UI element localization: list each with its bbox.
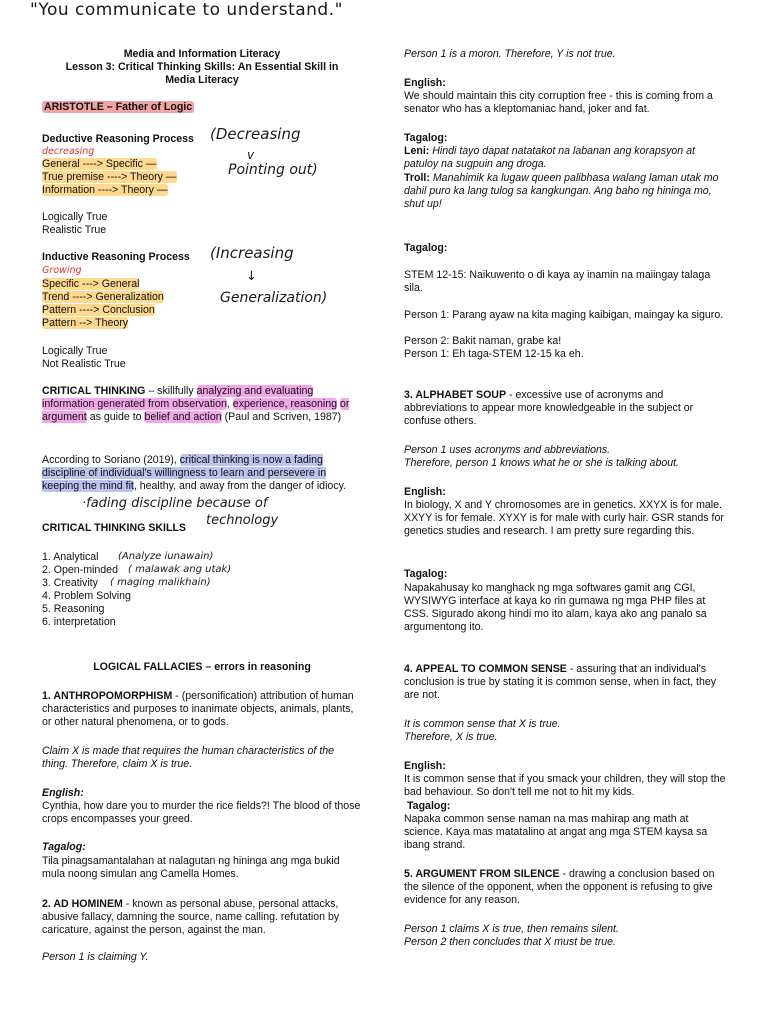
text-run: According to Soriano (2019), <box>42 454 180 466</box>
skill-item: 1. Analytical <box>42 551 99 563</box>
handwritten-quote: "You communicate to understand." <box>30 0 343 20</box>
text-run: Therefore, X is true. <box>404 731 498 743</box>
tagalog-label: Tagalog: <box>407 800 451 812</box>
fallacy-term: 1. ANTHROPOMORPHISM <box>42 690 173 702</box>
alphabet-soup-english-example: In biology, X and Y chromosomes are in genetics. XXYX is for male. XXYY is for female. XYXY is for male with curly hair. GSR stands for genetics studies and research. I am pretty sure regarding this. <box>404 499 724 537</box>
ad-hominem-claim: Person 1 is claiming Y. <box>42 951 149 963</box>
english-label: English: <box>404 486 446 498</box>
deductive-arrow-note: v <box>247 148 255 162</box>
aristotle-label: ARISTOTLE – Father of Logic <box>44 101 193 113</box>
text-run: Person 1 claims X is true, then remains silent. <box>404 923 619 935</box>
header-line-1: Media and Information Literacy <box>123 48 281 60</box>
common-sense-english-example: It is common sense that if you smack your children, they will stop the bad behaviour. So don't tell me not to hit my kids. <box>404 773 726 798</box>
text-run: - known as personal abuse, personal attacks, abusive fallacy, damning the source, name calling. refutation by caricature, against the person, against the man. <box>42 898 340 936</box>
truth-line: Logically True <box>42 211 108 223</box>
anthropomorphism-tagalog-example: Tila pinagsamantalahan at nalagutan ng hininga ang mga bukid mula noong simulan ang Camella Homes. <box>42 855 340 880</box>
skill-item: 2. Open-minded <box>42 564 118 576</box>
ad-hominem-conclusion: Person 1 is a moron. Therefore, Y is not true. <box>404 48 616 60</box>
fallacy-term: 4. APPEAL TO COMMON SENSE <box>404 663 567 675</box>
anthropomorphism-definition <box>42 690 362 729</box>
deductive-line: True premise ----> Theory — <box>42 171 177 183</box>
text-run: Person 2 then concludes that X must be true. <box>404 936 616 948</box>
inductive-line: Specific ---> General <box>42 278 140 290</box>
troll-line <box>404 172 726 211</box>
text-run: as guide to <box>86 411 145 423</box>
skills-title: CRITICAL THINKING SKILLS <box>42 522 186 534</box>
inductive-section <box>42 251 362 264</box>
english-label: English: <box>404 77 446 89</box>
text-run: Person 1 uses acronyms and abbreviations. <box>404 444 611 456</box>
highlight: analyzing and evaluating <box>196 385 314 397</box>
skill-note: (Analyze iunawain) <box>118 551 214 562</box>
text-run: – skillfully <box>145 385 197 397</box>
header-line-3: Media Literacy <box>165 74 239 86</box>
highlight: experience, reasoning <box>232 398 338 410</box>
deductive-note: decreasing <box>42 146 95 157</box>
highlight: information generated from observation <box>42 398 227 410</box>
text-run: Hindi tayo dapat natatakot na labanan ang korapsyon at patuloy na sugpuin ang droga. <box>404 145 695 170</box>
inductive-truth <box>42 345 362 371</box>
inductive-line: Pattern ----> Conclusion <box>42 304 155 316</box>
inductive-line: Trend ----> Generalization <box>42 291 164 303</box>
fallacies-title: LOGICAL FALLACIES – errors in reasoning <box>93 661 311 673</box>
critical-thinking-term: CRITICAL THINKING <box>42 385 146 397</box>
inductive-generalization-note: Generalization) <box>220 290 328 306</box>
aristotle-heading <box>42 101 362 114</box>
ad-hominem-english-example: We should maintain this city corruption free - this is coming from a senator who has a kleptomaniac hand, joker and fat. <box>404 90 713 115</box>
truth-line: Realistic True <box>42 224 107 236</box>
stem-line: STEM 12-15: Naikuwento o di kaya ay inamin na maiingay talaga sila. <box>404 269 711 294</box>
text-run: - drawing a conclusion based on the silence of the opponent, when the opponent is refusing to give evidence for any reason. <box>404 868 715 906</box>
argument-from-silence-definition <box>404 868 726 907</box>
text-run: - assuring that an individual's conclusion is true by stating it is common sense, when in fact, they are not. <box>404 663 717 701</box>
speaker-label: Leni: <box>404 145 430 157</box>
skill-item: 4. Problem Solving <box>42 590 131 602</box>
critical-thinking-definition <box>42 385 362 424</box>
deductive-line: General ----> Specific — <box>42 158 157 170</box>
tagalog-label: Tagalog: <box>42 841 86 853</box>
english-label: English: <box>404 760 446 772</box>
skill-item: 3. Creativity <box>42 577 98 589</box>
fallacy-term: 5. ARGUMENT FROM SILENCE <box>404 868 560 880</box>
deductive-title: Deductive Reasoning Process <box>42 133 194 145</box>
text-run: (Paul and Scriven, 1987) <box>221 411 342 423</box>
lesson-header <box>42 48 362 87</box>
truth-line: Not Realistic True <box>42 358 126 370</box>
leni-line <box>404 145 726 171</box>
text-run: - (personification) attribution of human characteristics and purposes to inanimate objects, animals, plants, or other natural phenomena, or to gods. <box>42 690 354 728</box>
highlight: critical thinking is now a fading discipline of individual's willingness to learn and persevere in keeping the mind fit <box>42 454 327 492</box>
soriano-handwritten-note: ·fading discipline because of <box>82 496 268 511</box>
dialog-line: Person 1: Parang ayaw na kita maging kaibigan, maingay ka siguro. <box>404 309 724 321</box>
fallacy-term: 3. ALPHABET SOUP <box>404 389 507 401</box>
english-label: English: <box>42 787 84 799</box>
text-run: Manahimik ka lugaw queen palibhasa walang laman utak mo dahil puro ka lang tulog sa kangkungan. Ang baho ng hininga mo, shut up! <box>404 172 719 210</box>
inductive-bracket-note: (Increasing <box>210 244 294 262</box>
anthropomorphism-english-example: Cynthia, how dare you to murder the rice fields?! The blood of those crops encompasses your greed. <box>42 800 361 825</box>
tagalog-label: Tagalog: <box>404 568 448 580</box>
skill-item: 6. interpretation <box>42 616 116 628</box>
dialog-line: Person 1: Eh taga-STEM 12-15 ka eh. <box>404 348 584 360</box>
deductive-pointing-note: Pointing out) <box>228 162 318 178</box>
header-line-2: Lesson 3: Critical Thinking Skills: An Essential Skill in <box>65 61 339 73</box>
alphabet-soup-definition <box>404 389 726 428</box>
deductive-truth <box>42 211 362 237</box>
inductive-arrow-note: ↓ <box>246 269 257 284</box>
skill-note: ( malawak ang utak) <box>128 564 232 575</box>
inductive-title: Inductive Reasoning Process <box>42 251 190 263</box>
deductive-bracket-note: (Decreasing <box>210 125 301 143</box>
anthropomorphism-claim: Claim X is made that requires the human characteristics of the thing. Therefore, claim X is true. <box>42 745 335 770</box>
highlight: belief and action <box>144 411 222 423</box>
alphabet-soup-claim <box>404 444 726 470</box>
fallacy-term: 2. AD HOMINEM <box>42 898 123 910</box>
inductive-note: Growing <box>42 265 82 276</box>
tagalog-label: Tagalog: <box>404 132 448 144</box>
common-sense-definition <box>404 663 726 702</box>
text-run: , healthy, and away from the danger of idiocy. <box>133 480 347 492</box>
skill-item: 5. Reasoning <box>42 603 105 615</box>
common-sense-tagalog-example: Napaka common sense naman na mas mahirap ang math at science. Kaya mas matatalino at angat ang mga STEM kaysa sa ibang strand. <box>404 813 708 851</box>
speaker-label: Troll: <box>404 172 430 184</box>
argument-from-silence-claim <box>404 923 726 949</box>
deductive-line: Information ----> Theory — <box>42 184 168 196</box>
alphabet-soup-tagalog-example: Napakahusay ko manghack ng mga softwares gamit ang CGI, WYSIWYG interface at kaya ko rin gumawa ng mga PHP files at CSS. Sigurado akong hindi mo ito alam, kaya ako ang panalo sa argumentong ito. <box>404 582 707 633</box>
truth-line: Logically True <box>42 345 108 357</box>
highlight: or argument <box>42 398 350 423</box>
soriano-paragraph <box>42 454 362 493</box>
text-run: - excessive use of acronyms and abbreviations to appear more knowledgeable in the subject or confuse others. <box>404 389 694 427</box>
soriano-handwritten-note: technology <box>206 513 279 528</box>
ad-hominem-definition <box>42 898 362 937</box>
text-run: It is common sense that X is true. <box>404 718 561 730</box>
dialog-line: Person 2: Bakit naman, grabe ka! <box>404 335 562 347</box>
text-run: Therefore, person 1 knows what he or she is talking about. <box>404 457 680 469</box>
tagalog-label: Tagalog: <box>404 242 448 254</box>
text-run: , <box>226 398 233 410</box>
skill-note: ( maging malikhain) <box>110 577 211 588</box>
inductive-line: Pattern --> Theory <box>42 317 129 329</box>
common-sense-claim <box>404 718 726 744</box>
